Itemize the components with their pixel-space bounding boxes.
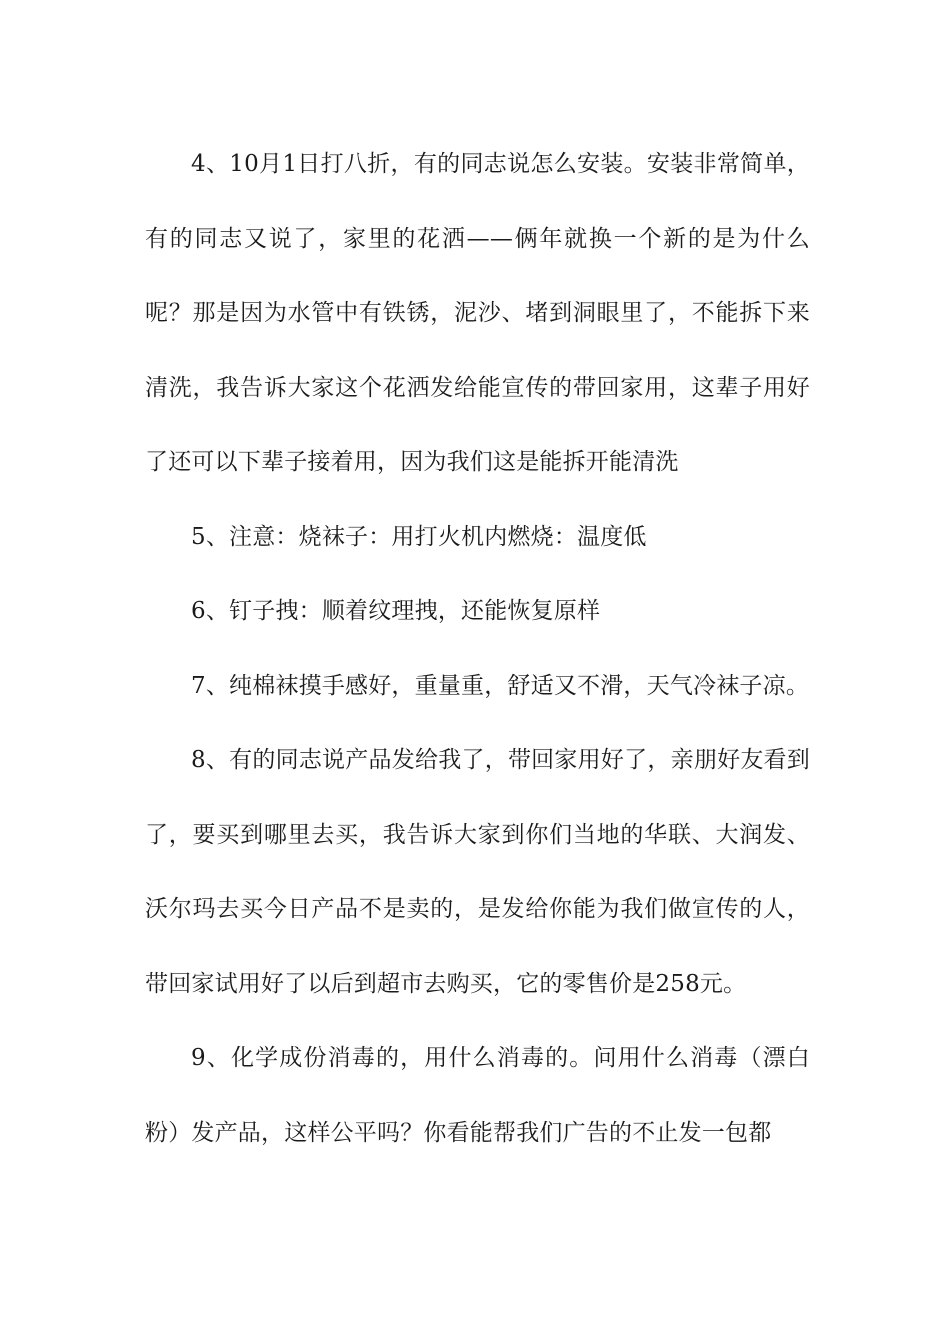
paragraph-9: 9、化学成份消毒的，用什么消毒的。问用什么消毒（漂白粉）发产品，这样公平吗？你看能帮我们广告的不止发一包都 [145,1045,810,1146]
paragraph-7: 7、纯棉袜摸手感好，重量重，舒适又不滑，天气冷袜子凉。 [191,672,810,699]
paragraph-8: 8、有的同志说产品发给我了，带回家用好了，亲朋好友看到了，要买到哪里去买，我告诉大家到你们当地的华联、大润发、沃尔玛去买今日产品不是卖的，是发给你能为我们做宣传的人，带回家试用好了以后到超市去购买，它的零售价是258元。 [145,747,810,997]
paragraph-5: 5、注意：烧袜子：用打火机内燃烧：温度低 [191,523,647,550]
document-body [145,127,810,1170]
paragraph-4: 4、10月1日打八折，有的同志说怎么安装。安装非常简单，有的同志又说了，家里的花洒——俩年就换一个新的是为什么呢？那是因为水管中有铁锈，泥沙、堵到洞眼里了，不能拆下来清洗，我告诉大家这个花洒发给能宣传的带回家用，这辈子用好了还可以下辈子接着用，因为我们这是能拆开能清洗 [145,151,810,475]
paragraph-6: 6、钉子拽：顺着纹理拽，还能恢复原样 [191,598,601,624]
